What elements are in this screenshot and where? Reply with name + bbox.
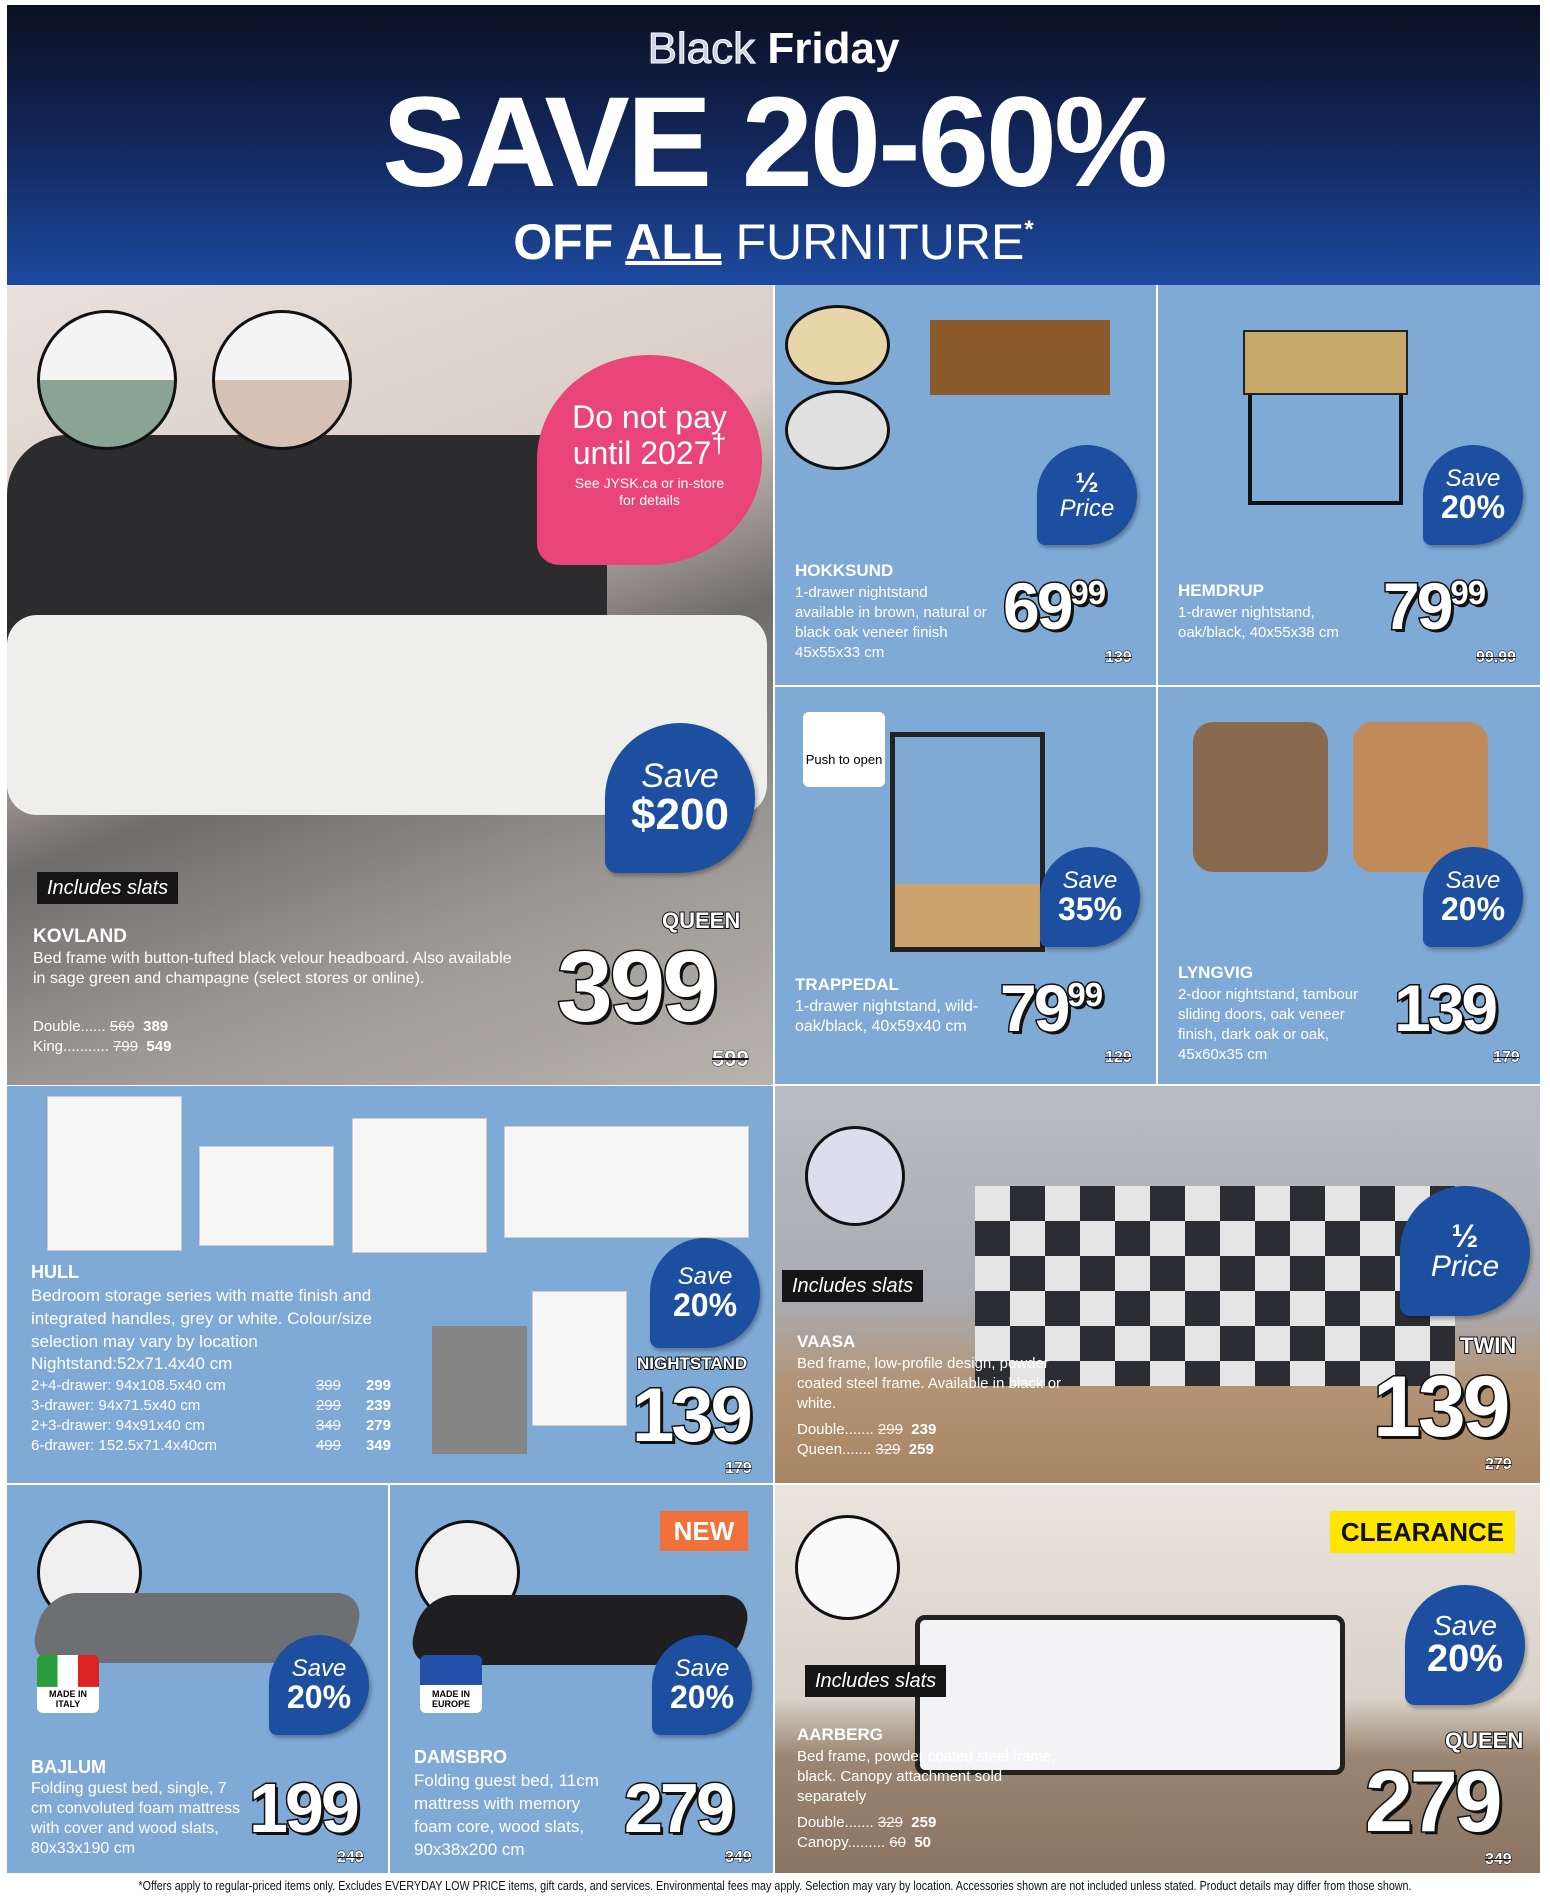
black-friday-banner [7, 5, 1540, 285]
hull-card[interactable] [7, 1086, 773, 1483]
size-row: 2+4-drawer: 94x108.5x40 cm 399 299 [31, 1377, 391, 1394]
size-row: 3-drawer: 94x71.5x40 cm 299 239 [31, 1397, 391, 1414]
champagne-variant-thumbnail[interactable] [212, 310, 352, 450]
nightstand-image [1243, 330, 1408, 395]
product-description: 1-drawer nightstand, wild-oak/black, 40x59x40 cm [795, 998, 979, 1035]
sage-green-variant-thumbnail[interactable] [37, 310, 177, 450]
product-description: 1-drawer nightstand available in brown, natural or black oak veneer finish 45x55x33 cm [795, 584, 987, 661]
size-label: QUEEN [662, 908, 741, 933]
made-in-italy-badge: MADE IN ITALY [37, 1655, 99, 1713]
price: 399 [557, 931, 715, 1043]
dark-oak-nightstand-image [1193, 722, 1328, 872]
includes-slats-tag: Includes slats [805, 1665, 946, 1697]
save-badge: Save 20% [1405, 1585, 1525, 1705]
regular-price: 249 [337, 1849, 364, 1866]
size-row: Queen....... 329 259 [797, 1441, 934, 1458]
product-description: Bed frame with button-tufted black velour headboard. Also available in sage green and champagne (select stores or online). [33, 950, 512, 987]
price: $69^{99}$ [1003, 569, 1106, 643]
promo-line3: See JYSK.ca or in-store [574, 475, 725, 491]
save-badge: Save 20% [1423, 847, 1523, 947]
promo-line4: for details [619, 492, 680, 508]
product-name: VAASA [797, 1332, 856, 1351]
nightstand-frame [1248, 395, 1403, 505]
regular-price: 349 [1485, 1851, 1512, 1868]
financing-promo-badge[interactable] [537, 355, 762, 565]
product-name: HEMDRUP [1178, 581, 1264, 600]
regular-price: 349 [725, 1849, 752, 1866]
size-row: 2+3-drawer: 94x91x40 cm 349 279 [31, 1417, 391, 1434]
size-row: 6-drawer: 152.5x71.4x40cm 499 349 [31, 1437, 391, 1454]
push-to-open-icon: Push to open [803, 712, 885, 787]
price: $79^{99}$ [1383, 569, 1486, 643]
product-name: KOVLAND [33, 926, 127, 947]
grey-nightstand-image [432, 1326, 527, 1454]
white-nightstand-image [532, 1291, 627, 1426]
legal-disclaimer: *Offers apply to regular-priced items only. Excludes EVERYDAY LOW PRICE items, gift cards, and services. Environmental fees may apply. Selection may vary by location. Accessories shown are not included unless stated. Product details may differ from those shown. [138, 1879, 1412, 1893]
product-name: HULL [31, 1262, 79, 1282]
canopy-thumbnail [795, 1515, 900, 1620]
size-label: QUEEN [1445, 1728, 1524, 1753]
product-description: Folding guest bed, 11cm mattress with memory foam core, wood slats, 90x38x200 cm [414, 1771, 599, 1859]
dresser-image [199, 1146, 334, 1246]
price: 279 [624, 1769, 732, 1847]
save-badge: Save 20% [652, 1635, 752, 1735]
product-name: HOKKSUND [795, 561, 894, 580]
size-price-list [33, 1017, 171, 1057]
product-description: 2-door nightstand, tambour sliding doors, oak veneer finish, dark oak or oak, 45x60x35 cm [1178, 986, 1359, 1063]
size-price-list [797, 1420, 936, 1460]
save-badge: Save 20% [650, 1238, 760, 1348]
new-flag: NEW [660, 1511, 748, 1551]
banner-subheadline: OFF ALL FURNITURE* [513, 214, 1034, 270]
includes-slats-tag: Includes slats [37, 872, 178, 904]
black-variant-thumbnail[interactable] [785, 390, 890, 470]
price: 139 [1394, 971, 1496, 1045]
dresser-image [504, 1126, 749, 1238]
size-label: NIGHTSTAND [637, 1354, 748, 1373]
nightstand-dimensions: Nightstand:52x71.4x40 cm [31, 1354, 233, 1373]
regular-price: 139 [1105, 649, 1132, 666]
kovland-card[interactable] [7, 285, 773, 1085]
price: 279 [1365, 1754, 1500, 1850]
regular-price: 99.99 [1476, 649, 1517, 666]
save-badge: Save 20% [269, 1635, 369, 1735]
half-price-badge: ½ Price [1400, 1186, 1530, 1316]
product-name: DAMSBRO [414, 1747, 507, 1767]
half-price-badge: ½ Price [1037, 445, 1137, 545]
dresser-image [352, 1118, 487, 1253]
size-price-list [797, 1813, 936, 1853]
product-description: Bed frame, powder coated steel frame, black. Canopy attachment sold separately [797, 1748, 1056, 1805]
regular-price: 179 [1493, 1049, 1520, 1066]
promo-line1: Do not pay [572, 399, 727, 435]
product-description: Bed frame, low-profile design, powder coated steel frame. Available in black or white. [797, 1355, 1062, 1412]
size-price-list [31, 1376, 391, 1456]
product-description: Folding guest bed, single, 7 cm convoluted foam mattress with cover and wood slats, 80x33x190 cm [31, 1780, 240, 1857]
trappedal-card[interactable] [775, 687, 1156, 1084]
natural-variant-thumbnail[interactable] [785, 305, 890, 385]
product-name: AARBERG [797, 1725, 883, 1744]
dresser-image [47, 1096, 182, 1251]
price: 199 [249, 1769, 357, 1847]
vaasa-card[interactable] [775, 1086, 1540, 1483]
damsbro-card[interactable] [390, 1485, 773, 1873]
product-description: 1-drawer nightstand, oak/black, 40x55x38 cm [1178, 604, 1339, 641]
bed-detail-thumbnail [805, 1126, 905, 1226]
nightstand-image [930, 320, 1110, 395]
size-label: TWIN [1460, 1333, 1517, 1358]
price: $79^{99}$ [1000, 971, 1103, 1045]
size-row: Double....... 299 239 [797, 1421, 937, 1438]
regular-price: 179 [725, 1460, 752, 1477]
size-row: Double...... 569 389 [33, 1018, 169, 1035]
aarberg-card[interactable] [775, 1485, 1540, 1873]
regular-price: 279 [1485, 1456, 1512, 1473]
banner-headline: SAVE 20-60% [382, 71, 1165, 214]
size-row: King........... 799 549 [33, 1038, 172, 1055]
lyngvig-card[interactable] [1158, 687, 1540, 1084]
includes-slats-tag: Includes slats [782, 1270, 923, 1302]
save-badge: Save 20% [1423, 445, 1523, 545]
clearance-flag: CLEARANCE [1330, 1511, 1515, 1553]
regular-price: 599 [712, 1046, 749, 1071]
hokksund-card[interactable] [775, 285, 1156, 685]
banner-event-title: Black Friday [647, 24, 900, 73]
size-row: Double....... 329 259 [797, 1814, 937, 1831]
save-badge: Save 35% [1040, 847, 1140, 947]
regular-price: 129 [1105, 1049, 1132, 1066]
product-name: LYNGVIG [1178, 963, 1253, 982]
bajlum-card[interactable] [7, 1485, 388, 1873]
product-name: BAJLUM [31, 1757, 106, 1777]
price: 139 [1373, 1359, 1508, 1455]
promo-line2: until 2027† [572, 428, 727, 471]
product-description: Bedroom storage series with matte finish and integrated handles, grey or white. Colour/size selection may vary by location [31, 1286, 373, 1351]
nightstand-image [890, 732, 1045, 952]
size-row: Canopy......... 60 50 [797, 1834, 931, 1851]
price: 139 [632, 1373, 750, 1458]
save-badge: Save $200 [605, 723, 755, 873]
made-in-europe-badge: MADE IN EUROPE [420, 1655, 482, 1713]
product-name: TRAPPEDAL [795, 975, 899, 994]
hemdrup-card[interactable] [1158, 285, 1540, 685]
